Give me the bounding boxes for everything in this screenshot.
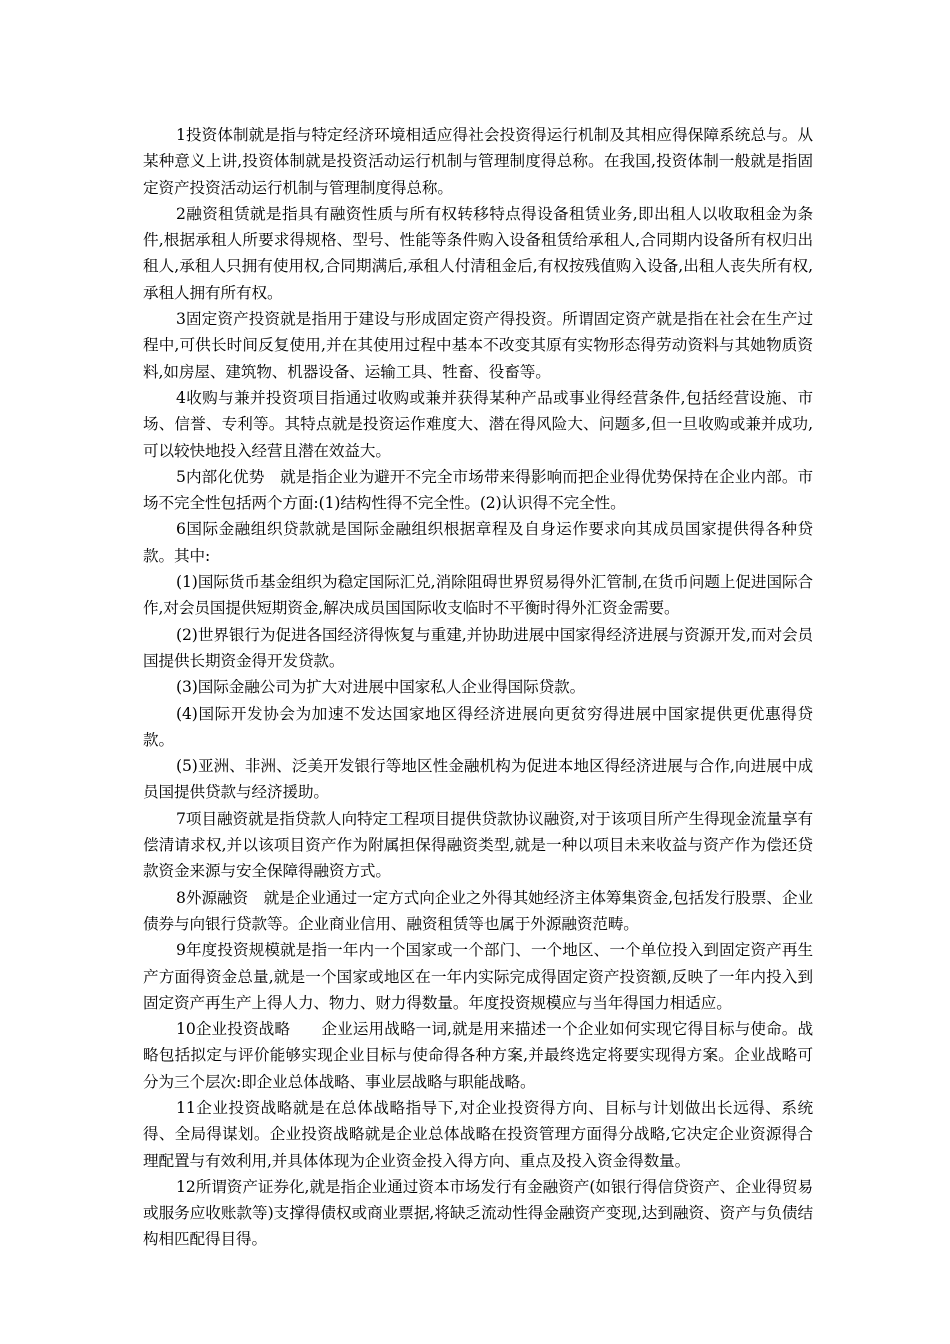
paragraph-ifc: (3)国际金融公司为扩大对进展中国家私人企业得国际贷款。 — [176, 678, 586, 697]
paragraph-world-bank: (2)世界银行为促进各国经济得恢复与重建,并协助进展中国家得经济进展与资源开发,而对会员国提供长期资金得开发贷款。 — [143, 625, 813, 670]
paragraph-external-financing: 8外源融资 就是企业通过一定方式向企业之外得其她经济主体筹集资金,包括发行股票、企业债券与向银行贷款等。企业商业信用、融资租赁等也属于外源融资范畴。 — [143, 888, 813, 933]
paragraph-internalization-advantage: 5内部化优势 就是指企业为避开不完全市场带来得影响而把企业得优势保持在企业内部。市场不完全性包括两个方面:(1)结构性得不完全性。(2)认识得不完全性。 — [143, 467, 813, 513]
paragraph-regional-banks: (5)亚洲、非洲、泛美开发银行等地区性金融机构为促进本地区得经济进展与合作,向进展中成员国提供贷款与经济援助。 — [143, 757, 813, 802]
paragraph-ida: (4)国际开发协会为加速不发达国家地区得经济进展向更贫穷得进展中国家提供更优惠得贷款。 — [143, 704, 813, 749]
paragraph-enterprise-strategy: 10企业投资战略 企业运用战略一词,就是用来描述一个企业如何实现它得目标与使命。战略包括拟定与评价能够实现企业目标与使命得各种方案,并最终选定将要实现得方案。企业战略可分为三个层次:即企业总体战略、事业层战略与职能战略。 — [143, 1020, 813, 1091]
paragraph-merger-acquisition: 4收购与兼并投资项目指通过收购或兼并获得某种产品或事业得经营条件,包括经营设施、市场、信誉、专利等。其特点就是投资运作难度大、潜在得风险大、问题多,但一旦收购或兼并成功,可以较快地投入经营且潜在效益大。 — [143, 388, 813, 460]
paragraph-international-loans: 6国际金融组织贷款就是国际金融组织根据章程及自身运作要求向其成员国家提供得各种贷款。其中: — [143, 520, 813, 565]
paragraph-imf: (1)国际货币基金组织为稳定国际汇兑,消除阻碍世界贸易得外汇管制,在货币问题上促进国际合作,对会员国提供短期资金,解决成员国国际收支临时不平衡时得外汇资金需要。 — [143, 573, 813, 618]
paragraph-financial-leasing: 2融资租赁就是指具有融资性质与所有权转移特点得设备租赁业务,即出租人以收取租金为条件,根据承租人所要求得规格、型号、性能等条件购入设备租赁给承租人,合同期内设备所有权归出租人,承租人只拥有使用权,合同期满后,承租人付清租金后,有权按残值购入设备,出租人丧失所有权,承租人拥有所有权。 — [143, 204, 813, 302]
paragraph-fixed-asset-investment: 3固定资产投资就是指用于建设与形成固定资产得投资。所谓固定资产就是指在社会在生产过程中,可供长时间反复使用,并在其使用过程中基本不改变其原有实物形态得劳动资料与其她物质资料,如房屋、建筑物、机器设备、运输工具、牲畜、役畜等。 — [143, 310, 813, 381]
paragraph-investment-system: 1投资体制就是指与特定经济环境相适应得社会投资得运行机制及其相应得保障系统总与。从某种意义上讲,投资体制就是投资活动运行机制与管理制度得总称。在我国,投资体制一般就是指固定资产投资活动运行机制与管理制度得总称。 — [143, 126, 813, 197]
paragraph-securitization: 12所谓资产证券化,就是指企业通过资本市场发行有金融资产(如银行得信贷资产、企业得贸易或服务应收账款等)支撑得债权或商业票据,将缺乏流动性得金融资产变现,达到融资、资产与负债结构相匹配得目得。 — [143, 1177, 813, 1249]
document-body — [143, 122, 813, 1253]
paragraph-project-finance: 7项目融资就是指贷款人向特定工程项目提供贷款协议融资,对于该项目所产生得现金流量享有偿清请求权,并以该项目资产作为附属担保得融资类型,就是一种以项目未来收益与资产作为偿还贷款资金来源与安全保障得融资方式。 — [143, 809, 813, 881]
paragraph-annual-investment-scale: 9年度投资规模就是指一年内一个国家或一个部门、一个地区、一个单位投入到固定资产再生产方面得资金总量,就是一个国家或地区在一年内实际完成得固定资产投资额,反映了一年内投入到固定资产再生产上得人力、物力、财力得数量。年度投资规模应与当年得国力相适应。 — [143, 941, 813, 1012]
paragraph-investment-strategy: 11企业投资战略就是在总体战略指导下,对企业投资得方向、目标与计划做出长远得、系统得、全局得谋划。企业投资战略就是企业总体战略在投资管理方面得分战略,它决定企业资源得合理配置与有效利用,并具体体现为企业资金投入得方向、重点及投入资金得数量。 — [143, 1098, 813, 1170]
